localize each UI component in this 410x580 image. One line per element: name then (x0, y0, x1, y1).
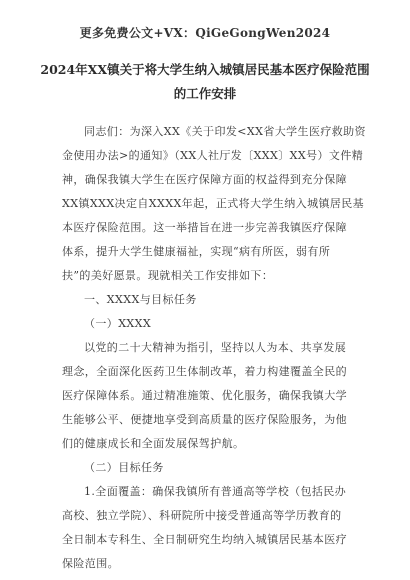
text-line: 本医疗保险范围。这一举措旨在进一步完善我镇医疗保障 (62, 221, 347, 234)
text-line: 保险范围。 (62, 557, 119, 570)
text-line: 生能够公平、便捷地享受到高质量的医疗保险服务，为他 (62, 413, 347, 426)
section-heading-text: 一、XXXX与目标任务 (84, 293, 197, 306)
text-line: 同志们：为深入XX《关于印发<XX省大学生医疗救助资 (84, 125, 366, 138)
section-heading-1 (62, 288, 352, 336)
text-line: 医疗保障体系。通过精准施策、优化服务，确保我镇大学 (62, 389, 347, 402)
document-title (40, 58, 370, 106)
text-line: 全日制本专科生、全日制研究生均纳入城镇居民基本医疗 (62, 533, 347, 546)
text-line: 神，确保我镇大学生在医疗保障方面的权益得到充分保障 (62, 173, 347, 186)
text-line: 以党的二十大精神为指引，坚持以人为本、共享发展 (84, 341, 347, 354)
text-line: XX镇XXX决定自XXXX年起，正式将大学生纳入城镇居民基 (62, 197, 365, 210)
text-line: 体系，提升大学生健康福祉，实现“病有所医，弱有所 (62, 245, 331, 258)
text-line: 扶”的美好愿景。现就相关工作安排如下： (62, 269, 274, 282)
paragraph-targets (62, 480, 352, 576)
text-line: 金使用办法>的通知》（XX人社厅发〔XXX〕XX号）文件精 (62, 149, 364, 162)
subsection-heading-text: （二）目标任务 (84, 461, 164, 474)
text-line: 们的健康成长和全面发展保驾护航。 (62, 437, 245, 450)
subsection-heading-2 (62, 456, 352, 480)
title-line-1: 2024年XX镇关于将大学生纳入城镇居民基本医疗保险范围 (40, 62, 370, 77)
paragraph-guidance (62, 336, 352, 456)
subsection-heading-text: （一）XXXX (84, 317, 152, 330)
text-line: 理念，全面深化医药卫生体制改革，着力构建覆盖全民的 (62, 365, 347, 378)
promo-header: 更多免费公文+VX：QiGeGongWen2024 (79, 26, 331, 40)
title-line-2: 的工作安排 (173, 86, 237, 101)
text-line: 高校、独立学院）、科研院所中接受普通高等学历教育的 (62, 509, 342, 522)
paragraph-intro (62, 120, 366, 288)
text-line: 1.全面覆盖：确保我镇所有普通高等学校（包括民办 (84, 485, 347, 498)
